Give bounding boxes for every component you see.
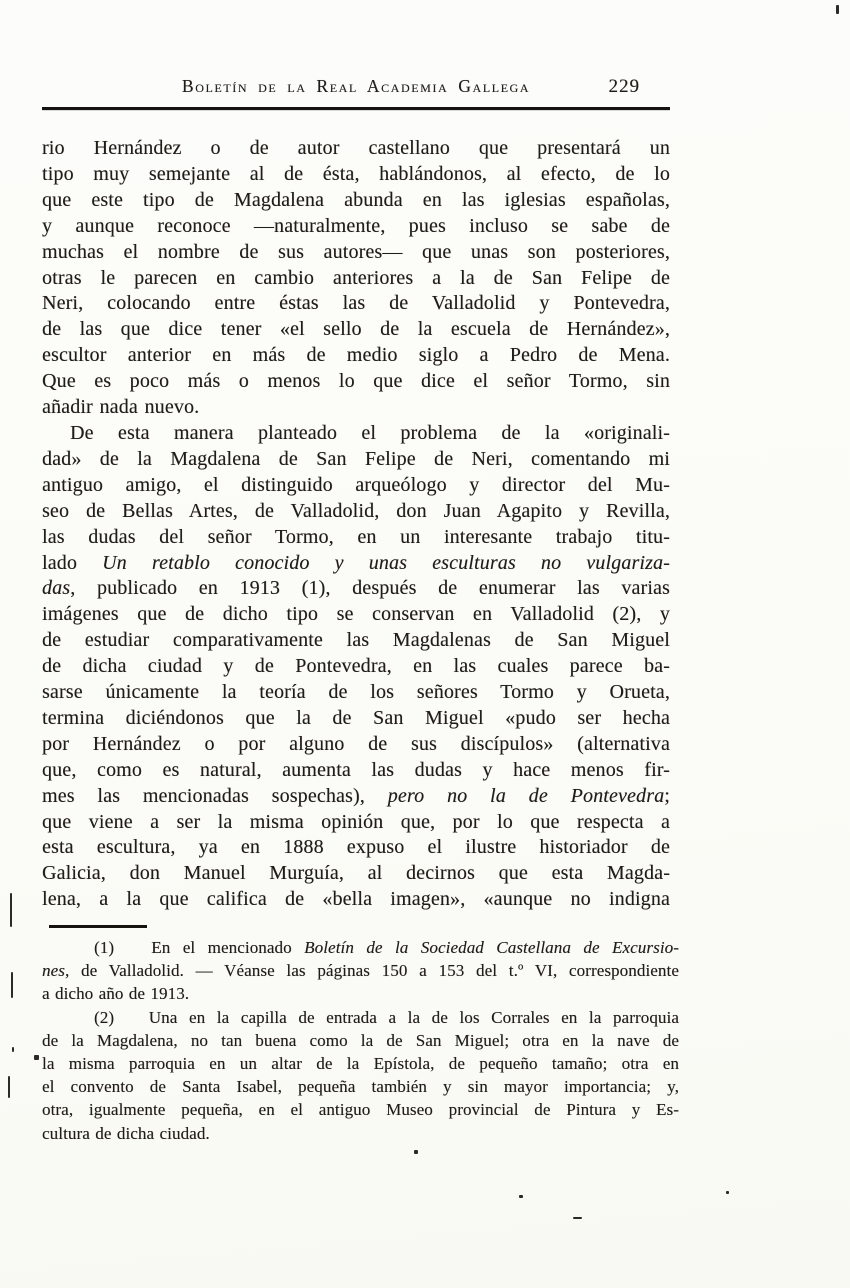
- text-line: rio Hernández o de autor castellano que presentará un: [42, 137, 670, 159]
- text-line: a dicho año de 1913.: [42, 984, 190, 1004]
- text-line: las dudas del señor Tormo, en un interesante trabajo titu-: [42, 525, 670, 548]
- scan-artifact: [414, 1150, 418, 1154]
- text-line: imágenes que de dicho tipo se conservan en Valladolid (2), y: [42, 603, 670, 626]
- text-line: otras le parecen en cambio anteriores a la de San Felipe de: [42, 266, 670, 289]
- footnotes: [42, 936, 679, 1145]
- scan-artifact: [573, 1217, 582, 1219]
- text-line: lena, a la que califica de «bella imagen», «aunque no indigna: [42, 888, 670, 911]
- running-title: Boletín de la Real Academia Gallega: [181, 76, 531, 96]
- text-line: añadir nada nuevo.: [42, 396, 200, 419]
- text-line: la misma parroquia en un altar de la Epístola, de pequeño tamaño; otra en: [42, 1054, 679, 1074]
- body-text: [42, 136, 670, 913]
- text-line: el convento de Santa Isabel, pequeña también y sin mayor importancia; y,: [42, 1077, 679, 1097]
- text-line: De esta manera planteado el problema de la «originali-: [70, 421, 670, 444]
- text-line: escultor anterior en más de medio siglo a Pedro de Mena.: [42, 344, 670, 367]
- text-line: Neri, colocando entre éstas las de Valladolid y Pontevedra,: [42, 292, 670, 315]
- text-line: dad» de la Magdalena de San Felipe de Neri, comentando mi: [42, 447, 670, 470]
- page-header: [42, 76, 670, 102]
- text-line: seo de Bellas Artes, de Valladolid, don Juan Agapito y Revilla,: [42, 499, 670, 522]
- text-line: muchas el nombre de sus autores— que unas son posteriores,: [42, 240, 670, 263]
- scan-artifact: [726, 1191, 729, 1194]
- text-line: que este tipo de Magdalena abunda en las iglesias españolas,: [42, 188, 670, 211]
- page-number: 229: [608, 76, 640, 97]
- text-line: cultura de dicha ciudad.: [42, 1123, 210, 1143]
- text-line: de estudiar comparativamente las Magdalenas de San Miguel: [42, 629, 670, 652]
- text-line: tipo muy semejante al de ésta, hablándonos, al efecto, de lo: [42, 162, 670, 185]
- scan-artifact: [11, 972, 13, 998]
- text-line: y aunque reconoce —naturalmente, pues incluso se sabe de: [42, 214, 670, 237]
- text-line: sarse únicamente la teoría de los señores Tormo y Orueta,: [42, 681, 670, 704]
- text-line: (2) Una en la capilla de entrada a la de los Corrales en la parroquia: [94, 1007, 679, 1027]
- text-line: por Hernández o por alguno de sus discípulos» (alternativa: [42, 732, 670, 755]
- text-line: otra, igualmente pequeña, en el antiguo Museo provincial de Pintura y Es-: [42, 1100, 679, 1120]
- header-rule: [42, 107, 670, 110]
- scan-artifact: [10, 893, 12, 927]
- text-line: de la Magdalena, no tan buena como la de San Miguel; otra en la nave de: [42, 1030, 679, 1050]
- text-line: antiguo amigo, el distinguido arqueólogo y director del Mu-: [42, 473, 670, 496]
- text-line: das, publicado en 1913 (1), después de enumerar las varias: [42, 577, 670, 600]
- text-line: lado Un retablo conocido y unas esculturas no vulgariza-: [42, 551, 670, 574]
- text-line: nes, de Valladolid. — Véanse las páginas 150 a 153 del t.º VI, correspondiente: [42, 961, 679, 981]
- text-line: Galicia, don Manuel Murguía, al decirnos que esta Magda-: [42, 862, 670, 885]
- text-line: de dicha ciudad y de Pontevedra, en las cuales parece ba-: [42, 655, 670, 678]
- text-line: esta escultura, ya en 1888 expuso el ilustre historiador de: [42, 836, 670, 859]
- scan-artifact: [34, 1055, 39, 1060]
- text-line: que, como es natural, aumenta las dudas y hace menos fir-: [42, 758, 670, 781]
- text-line: Que es poco más o menos lo que dice el señor Tormo, sin: [42, 370, 670, 393]
- text-line: mes las mencionadas sospechas), pero no la de Pontevedra;: [42, 784, 671, 807]
- text-line: que viene a ser la misma opinión que, por lo que respecta a: [42, 810, 670, 833]
- scan-artifact: [12, 1047, 14, 1052]
- scan-artifact: [836, 5, 839, 14]
- footnote-separator: [49, 925, 147, 928]
- scan-artifact: [519, 1195, 523, 1198]
- text-line: de las que dice tener «el sello de la escuela de Hernández»,: [42, 318, 670, 341]
- text-line: (1) En el mencionado Boletín de la Sociedad Castellana de Excursio-: [94, 938, 680, 957]
- text-line: termina diciéndonos que la de San Miguel «pudo ser hecha: [42, 706, 670, 729]
- scan-artifact: [8, 1076, 10, 1098]
